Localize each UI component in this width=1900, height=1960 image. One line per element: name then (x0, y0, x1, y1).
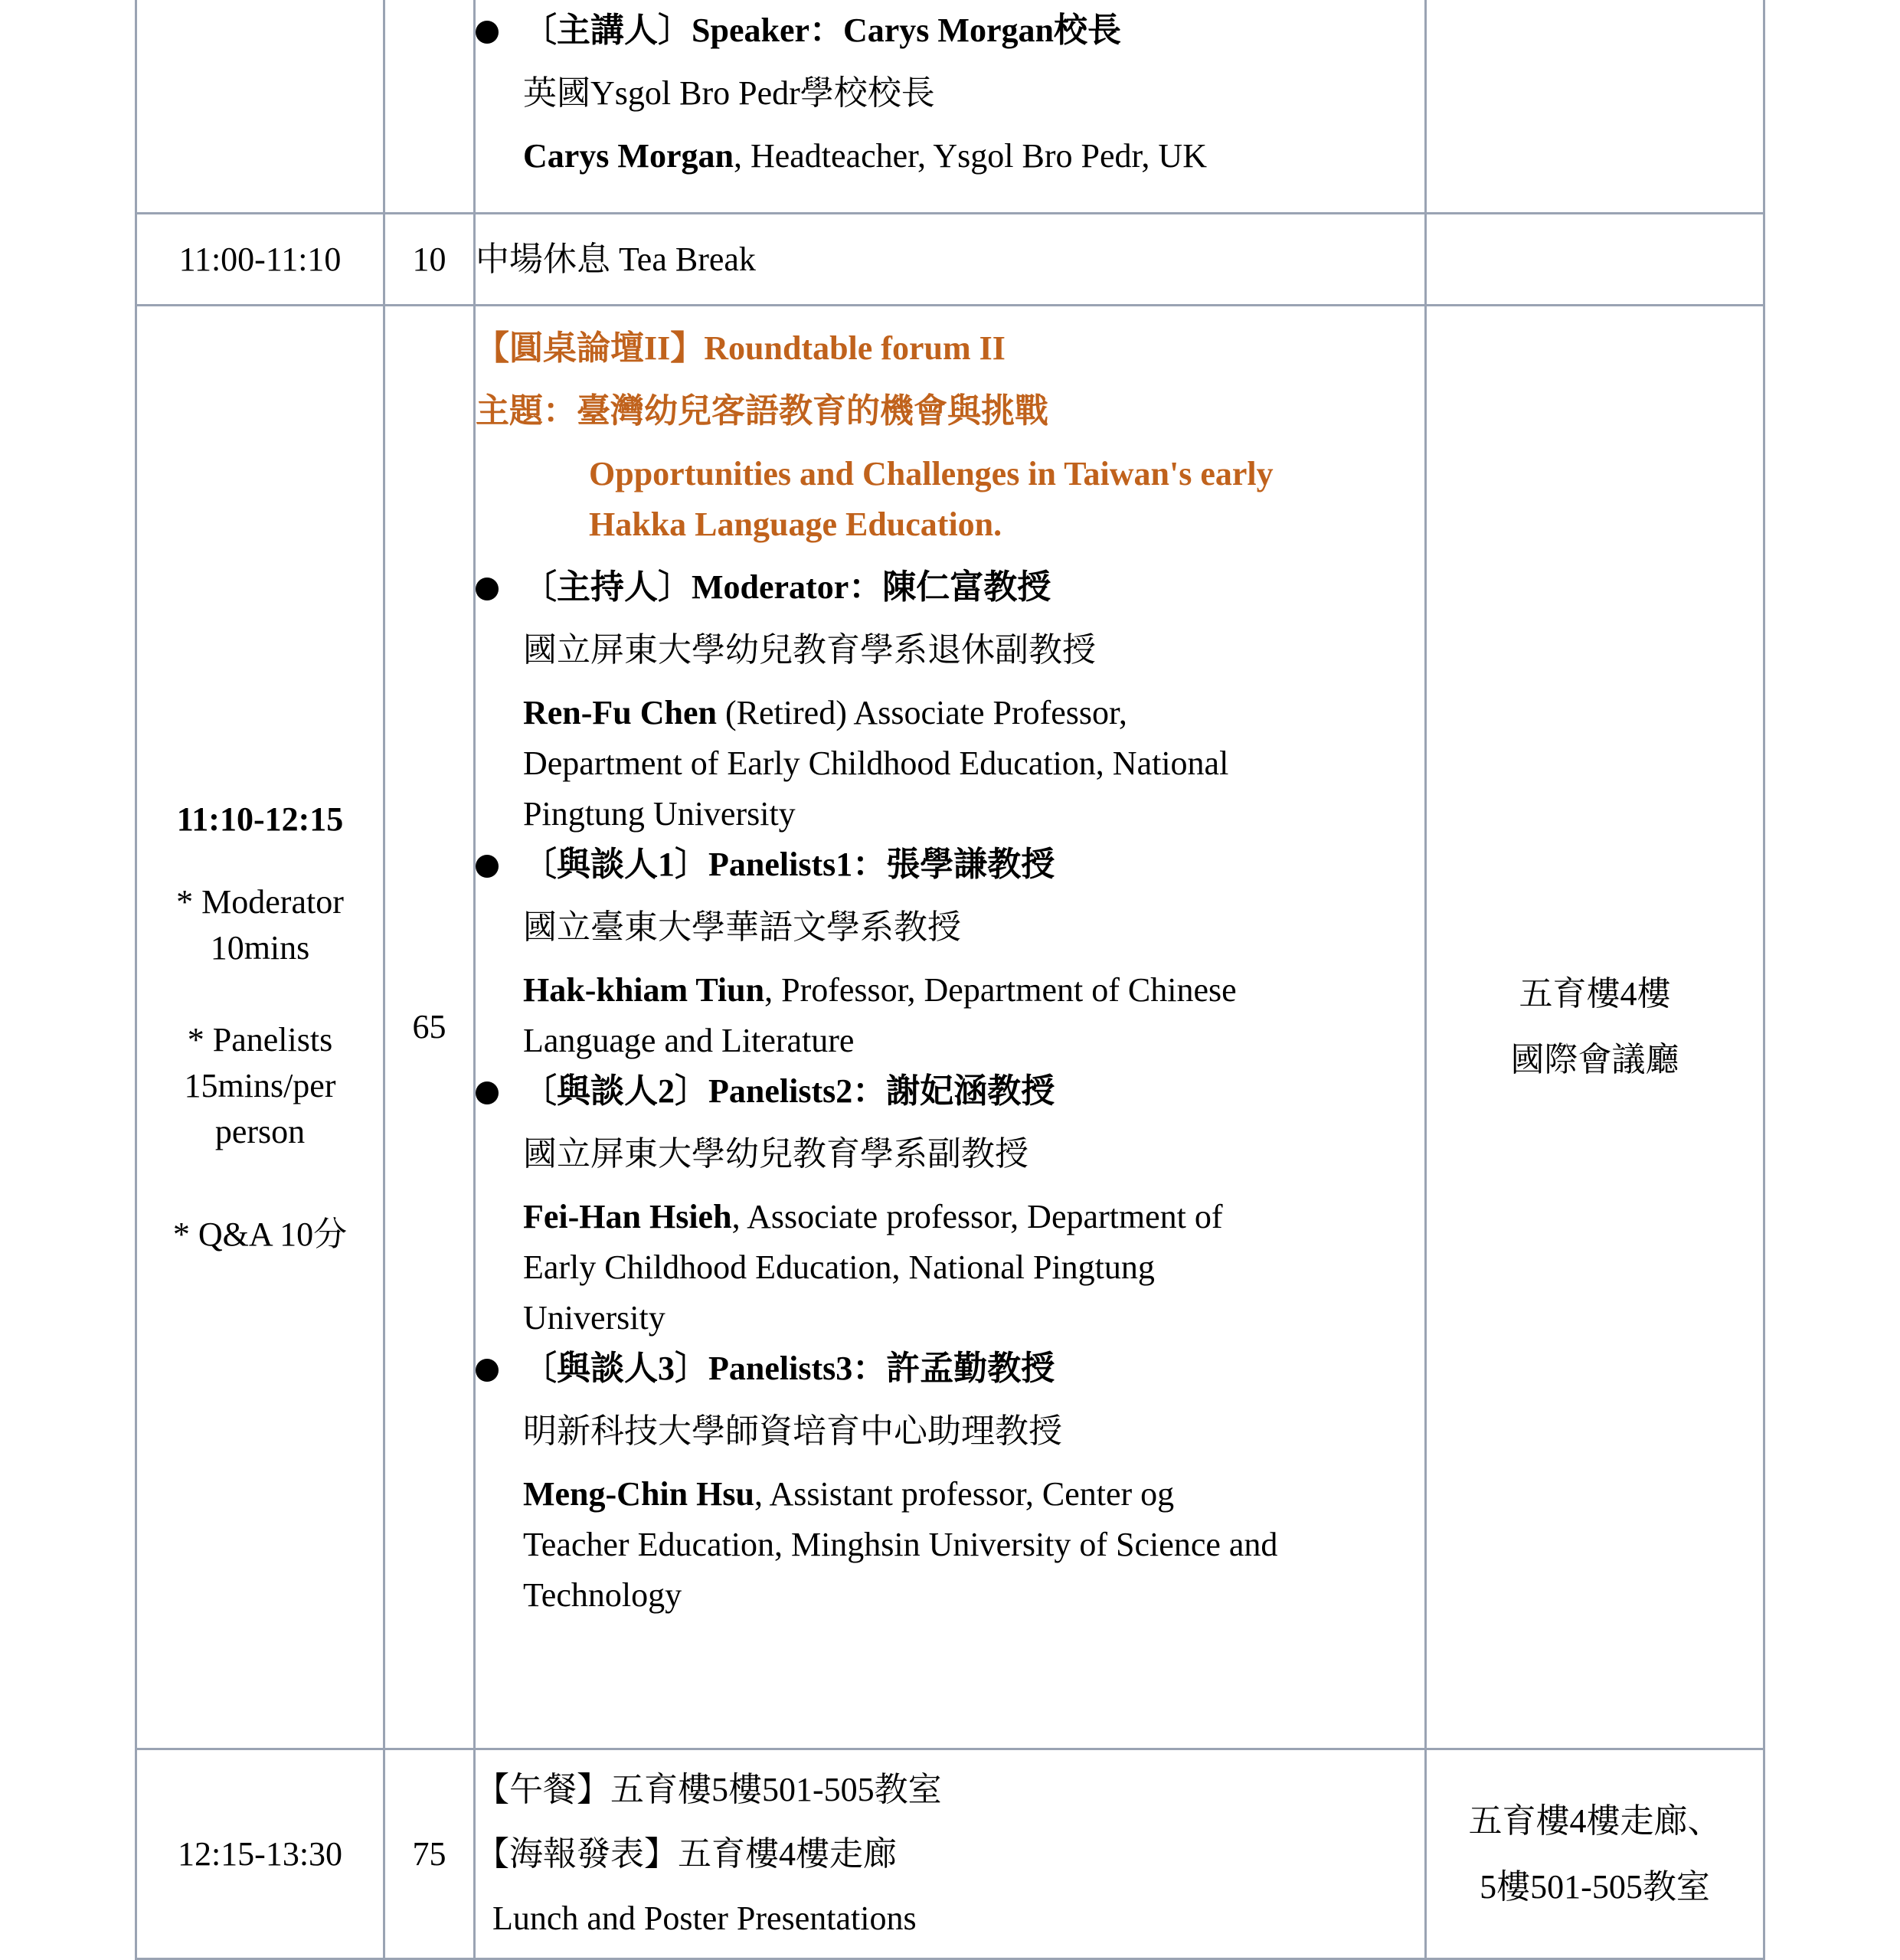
panelist3-affiliation-zh: 明新科技大學師資培育中心助理教授 (523, 1412, 1062, 1450)
table-row (136, 0, 1764, 214)
minutes-cell: 65 (384, 306, 475, 1749)
panelist2-heading: 〔與談人2〕Panelists2：謝妃涵教授 (476, 1066, 1424, 1117)
note-moderator-mins: 10mins (210, 929, 310, 967)
bullet-icon (476, 1081, 499, 1104)
moderator-name: Ren-Fu Chen (523, 694, 718, 731)
panelist1-heading: 〔與談人1〕Panelists1：張學謙教授 (476, 839, 1424, 890)
poster-line: 【海報發表】五育樓4樓走廊 (476, 1834, 897, 1873)
venue-cell (1426, 1749, 1764, 1959)
session-time: 11:10-12:15 (176, 800, 344, 838)
content-cell (475, 1749, 1426, 1959)
time-cell (136, 306, 384, 1749)
bullet-icon (476, 578, 499, 600)
minutes-cell: 10 (384, 214, 475, 306)
venue-cell (1426, 0, 1764, 214)
table-row (136, 214, 1764, 306)
forum-theme-zh: 主題：臺灣幼兒客語教育的機會與挑戰 (476, 392, 1048, 430)
note-qa: * Q&A 10分 (172, 1216, 348, 1253)
speaker-heading: 〔主講人〕Speaker：Carys Morgan校長 (476, 5, 1424, 56)
panelist1-affiliation-zh: 國立臺東大學華語文學系教授 (523, 908, 961, 946)
content-cell (475, 0, 1426, 214)
panelist1-name: Hak-khiam Tiun (523, 971, 765, 1009)
speaker-affiliation-zh: 英國Ysgol Bro Pedr學校校長 (523, 74, 935, 112)
venue-cell (1426, 306, 1764, 1749)
bullet-icon (476, 855, 499, 878)
panelist2-affiliation-en: Fei-Han Hsieh, Associate professor, Department of Early Childhood Education, National Pingtung University (523, 1198, 1223, 1337)
panelist3-heading: 〔與談人3〕Panelists3：許孟勤教授 (476, 1343, 1424, 1394)
schedule-table (135, 0, 1765, 1960)
bullet-icon (476, 21, 499, 44)
panelist1-affiliation-en: Hak-khiam Tiun, Professor, Department of Chinese Language and Literature (523, 971, 1237, 1059)
venue-line-2: 國際會議廳 (1510, 1041, 1679, 1078)
venue-line-1: 五育樓4樓走廊、 (1468, 1801, 1722, 1840)
time-cell (136, 0, 384, 214)
moderator-heading: 〔主持人〕Moderator：陳仁富教授 (476, 562, 1424, 613)
content-cell (475, 306, 1426, 1749)
note-panelists: * Panelists (187, 1021, 333, 1059)
minutes-cell: 75 (384, 1749, 475, 1959)
speaker-name: Carys Morgan (523, 137, 734, 175)
note-panelists-person: person (214, 1113, 306, 1150)
speaker-affiliation-en: Carys Morgan, Headteacher, Ysgol Bro Pedr, UK (523, 137, 1207, 175)
venue-line-1: 五育樓4樓 (1519, 975, 1671, 1013)
panelist2-affiliation-zh: 國立屏東大學幼兒教育學系副教授 (523, 1135, 1028, 1173)
minutes-cell (384, 0, 475, 214)
panelist3-name: Meng-Chin Hsu (523, 1475, 754, 1513)
table-row (136, 1749, 1764, 1959)
venue-line-2: 5樓501-505教室 (1480, 1867, 1710, 1906)
lunch-line: 【午餐】五育樓5樓501-505教室 (476, 1770, 942, 1808)
table-row (136, 306, 1764, 1749)
note-panelists-mins: 15mins/per (184, 1067, 336, 1104)
content-cell: 中場休息 Tea Break (475, 214, 1426, 306)
bullet-icon (476, 1359, 499, 1382)
venue-cell (1426, 214, 1764, 306)
panelist2-name: Fei-Han Hsieh (523, 1198, 732, 1235)
note-moderator: * Moderator (176, 883, 344, 921)
lunch-poster-en: Lunch and Poster Presentations (492, 1899, 917, 1937)
forum-theme-en: Opportunities and Challenges in Taiwan's early Hakka Language Education. (589, 455, 1274, 543)
time-cell: 12:15-13:30 (136, 1749, 384, 1959)
panelist3-affiliation-en: Meng-Chin Hsu, Assistant professor, Center og Teacher Education, Minghsin University of Science and Technology (523, 1475, 1278, 1614)
moderator-affiliation-zh: 國立屏東大學幼兒教育學系退休副教授 (523, 631, 1096, 669)
moderator-affiliation-en: Ren-Fu Chen (Retired) Associate Professor, Department of Early Childhood Education, National Pingtung University (523, 694, 1229, 833)
time-cell: 11:00-11:10 (136, 214, 384, 306)
forum-title: 【圓桌論壇II】Roundtable forum II (476, 329, 1006, 367)
